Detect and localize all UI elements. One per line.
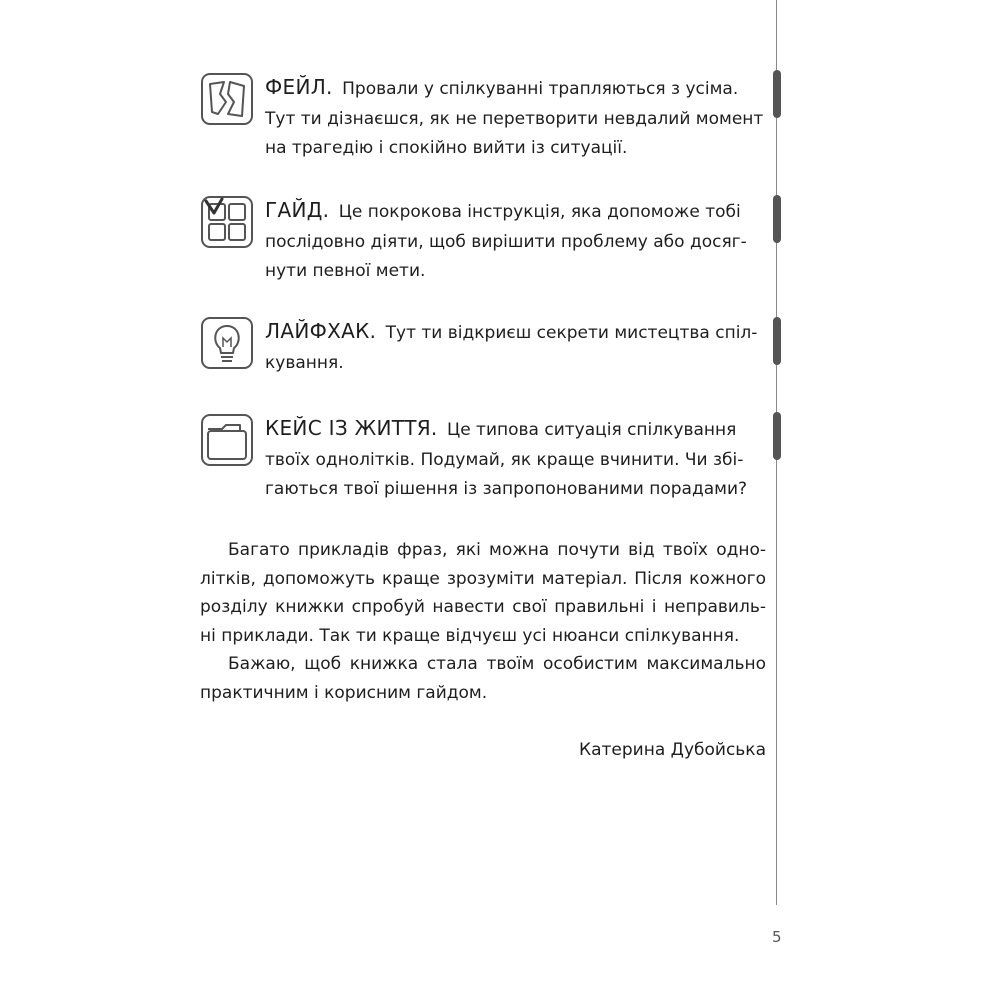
entry-line: Це типова ситуація спілкування — [447, 420, 737, 440]
author-signature: Катерина Дубойська — [579, 740, 766, 760]
lightbulb-icon — [200, 316, 254, 370]
entry-line: Тут ти дізнаєшся, як не перетворити невдалий момент — [265, 108, 764, 129]
entry-text — [265, 73, 765, 164]
page-number: 5 — [772, 928, 782, 946]
body-text — [200, 536, 766, 707]
tab-marker — [773, 195, 781, 243]
entry-line: Провали у спілкуванні трапляються з усіма. — [342, 79, 739, 99]
entry-text — [265, 414, 765, 505]
checklist-grid-icon — [200, 195, 254, 249]
entry-line: гаються твої рішення із запропонованими порадами? — [265, 479, 748, 499]
entry-text — [265, 196, 765, 287]
paragraph: Бажаю, щоб книжка стала твоїм особистим максимально практичним і корисним гайдом. — [200, 654, 766, 703]
paragraph: Багато прикладів фраз, які можна почути від твоїх одно-літків, допоможуть краще зрозуміти матеріал. Після кожного розділу книжки спробуй навести свої правильні і неправиль-ні приклади. Так ти краще відчуєш усі нюанси спілкування. — [200, 540, 766, 646]
entry-line: кування. — [265, 352, 344, 373]
entry-line: Це покрокова інструкція, яка допоможе тобі — [338, 202, 741, 222]
entry-line: нути певної мети. — [265, 261, 426, 281]
entry-title: ФЕЙЛ. — [265, 75, 333, 99]
entry-line: Тут ти відкриєш секрети мистецтва спіл- — [385, 323, 758, 343]
entry-title: КЕЙС ІЗ ЖИТТЯ. — [265, 416, 438, 440]
tab-marker — [773, 412, 781, 460]
tab-marker — [773, 70, 781, 118]
folder-icon — [200, 413, 254, 467]
entry-line: на трагедію і спокійно вийти із ситуації. — [265, 138, 628, 158]
entry-line: послідовно діяти, щоб вирішити проблему або досяг- — [265, 231, 747, 252]
entry-text — [265, 317, 765, 378]
entry-title: ЛАЙФХАК. — [265, 319, 377, 343]
entry-title: ГАЙД. — [265, 198, 330, 222]
broken-page-icon — [200, 72, 254, 126]
tab-marker — [773, 317, 781, 365]
entry-line: твоїх однолітків. Подумай, як краще вчинити. Чи збі- — [265, 449, 744, 470]
